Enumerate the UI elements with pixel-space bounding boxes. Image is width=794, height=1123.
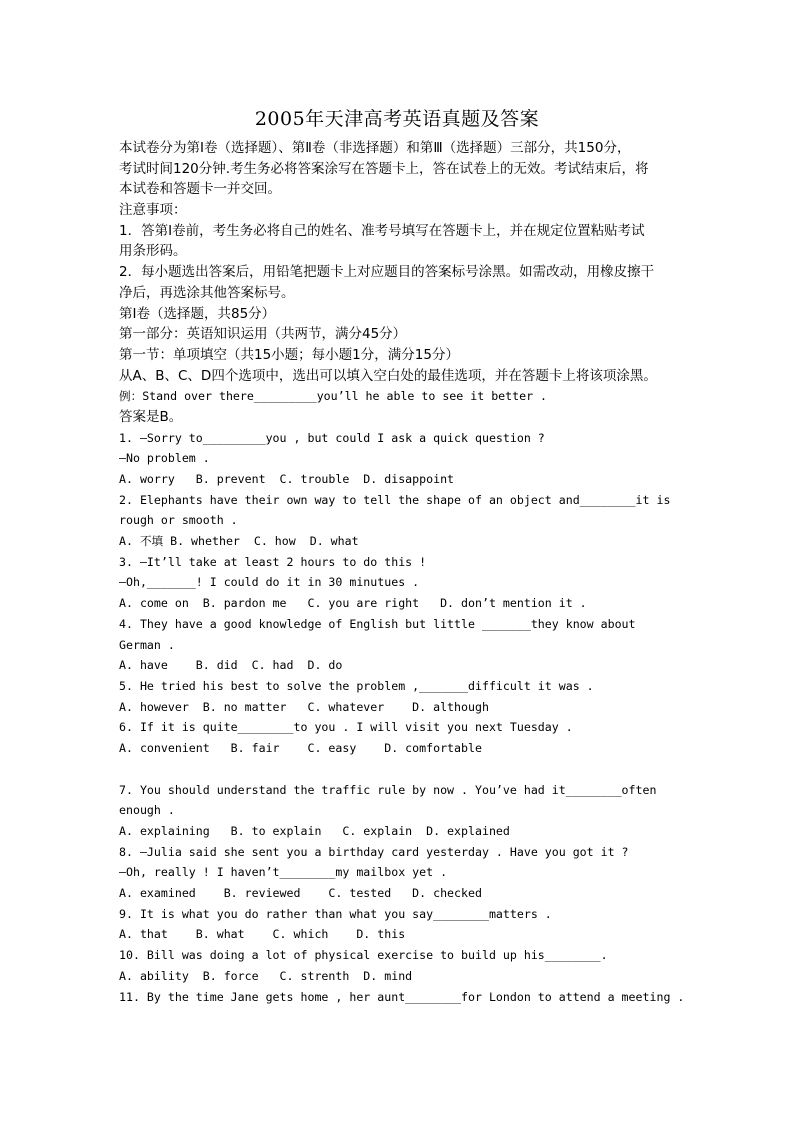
text-line: A. convenient B. fair C. easy D. comfortable <box>119 740 482 755</box>
text-line: A. ability B. force C. strenth D. mind <box>119 968 413 983</box>
text-line: —Oh,_______! I could do it in 30 minutues . <box>119 575 420 590</box>
text-line: 2．每小题选出答案后，用铅笔把题卡上对应题目的答案标号涂黑。如需改动，用橡皮擦干 <box>119 264 655 281</box>
text-line: A. 不填 B. whether C. how D. what <box>119 534 359 549</box>
text-line: enough . <box>119 803 175 818</box>
page-title: 2005年天津高考英语真题及答案 <box>254 108 540 130</box>
text-line: 净后，再选涂其他答案标号。 <box>119 284 295 301</box>
text-line: A. that B. what C. which D. this <box>119 927 406 942</box>
text-line: 第一部分：英语知识运用（共两节，满分45分） <box>119 326 407 343</box>
text-line: 本试卷和答题卡一并交回。 <box>119 181 281 198</box>
text-line: 1. —Sorry to_________you , but could I ask a quick question ? <box>119 430 545 445</box>
text-line: 10. Bill was doing a lot of physical exercise to build up his________. <box>119 948 608 963</box>
text-line: 5. He tried his best to solve the problem ,_______difficult it was . <box>119 678 594 693</box>
text-line: 1．答第Ⅰ卷前，考生务必将自己的姓名、准考号填写在答题卡上，并在规定位置粘贴考试 <box>119 222 645 239</box>
text-line: —Oh, really ! I haven’t________my mailbox yet . <box>119 865 448 880</box>
text-line: 7. You should understand the traffic rule by now . You’ve had it________often <box>119 782 657 797</box>
text-line: 3. —It’ll take at least 2 hours to do this ! <box>119 554 427 569</box>
text-line: 从A、B、C、D四个选项中，选出可以填入空白处的最佳选项，并在答题卡上将该项涂黑。 <box>119 367 657 384</box>
text-line: A. however B. no matter C. whatever D. although <box>119 699 489 714</box>
text-line: A. examined B. reviewed C. tested D. checked <box>119 886 482 901</box>
text-line: A. come on B. pardon me C. you are right D. don’t mention it . <box>119 596 587 611</box>
text-line: 4. They have a good knowledge of English but little _______they know about <box>119 616 636 631</box>
text-line: A. have B. did C. had D. do <box>119 658 343 673</box>
text-line: 例：Stand over there_________you’ll he able to see it better . <box>119 389 548 404</box>
text-line: 答案是B。 <box>119 408 183 425</box>
text-line: 6. If it is quite________to you . I will visit you next Tuesday . <box>119 720 573 735</box>
text-line: 2. Elephants have their own way to tell the shape of an object and________it is <box>119 492 671 507</box>
text-line: 考试时间120分钟.考生务必将答案涂写在答题卡上，答在试卷上的无效。考试结束后，将 <box>119 160 649 177</box>
text-line: 注意事项： <box>119 202 187 219</box>
blank-line <box>119 759 687 780</box>
text-line: rough or smooth . <box>119 513 238 528</box>
text-line: 第Ⅰ卷（选择题，共85分） <box>119 305 276 322</box>
text-line: German . <box>119 637 175 652</box>
text-line: 9. It is what you do rather than what you say________matters . <box>119 906 552 921</box>
text-line: 用条形码。 <box>119 243 187 260</box>
document-body <box>119 138 687 1007</box>
text-line: 本试卷分为第Ⅰ卷（选择题）、第Ⅱ卷（非选择题）和第Ⅲ（选择题）三部分，共150分， <box>119 140 631 156</box>
text-line: A. explaining B. to explain C. explain D. explained <box>119 824 510 838</box>
text-line: A. worry B. prevent C. trouble D. disappoint <box>119 472 455 486</box>
text-line: 第一节：单项填空（共15小题；每小题1分，满分15分） <box>119 346 459 363</box>
text-line: —No problem . <box>119 451 210 466</box>
text-line: 11. By the time Jane gets home , her aunt________for London to attend a meeting . <box>119 989 685 1004</box>
text-line: 8. —Julia said she sent you a birthday card yesterday . Have you got it ? <box>119 844 629 859</box>
